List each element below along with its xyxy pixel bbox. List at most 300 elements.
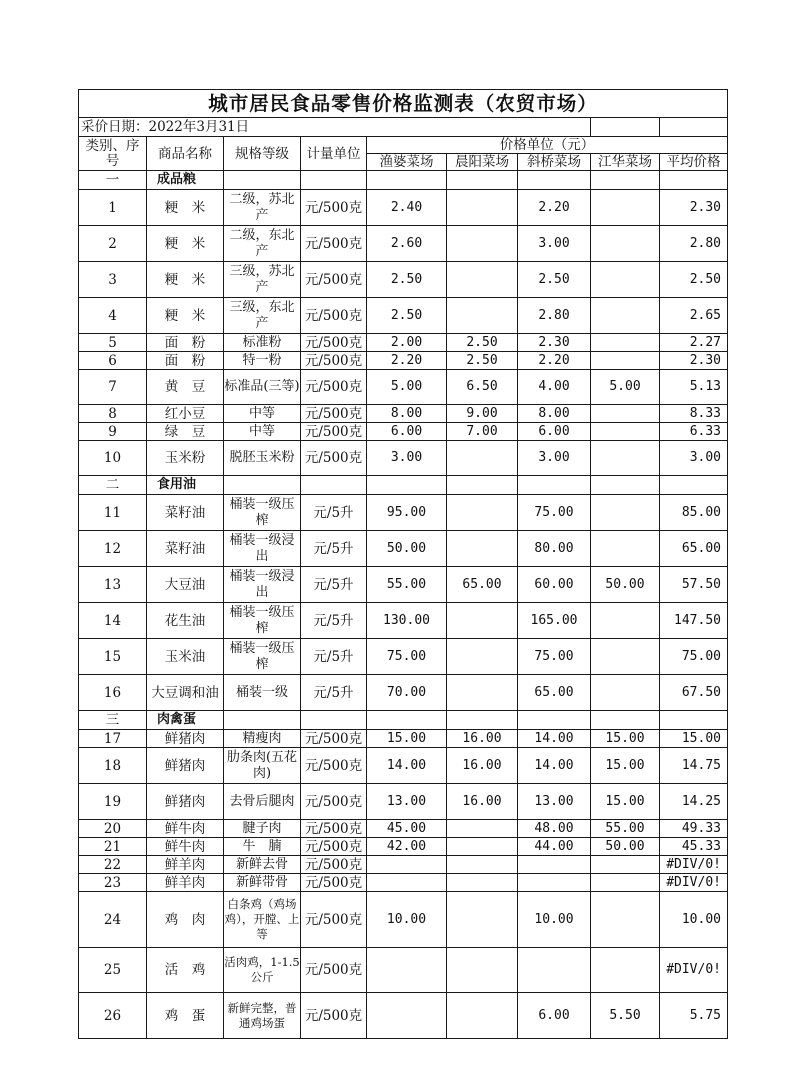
price-average: #DIV/0! bbox=[660, 948, 728, 993]
row-unit: 元/500克 bbox=[301, 784, 367, 820]
price-market-4 bbox=[591, 423, 660, 441]
price-market-1: 130.00 bbox=[367, 603, 447, 639]
row-spec: 脱胚玉米粉 bbox=[224, 441, 301, 476]
row-name: 绿 豆 bbox=[147, 423, 224, 441]
price-market-2 bbox=[447, 838, 518, 856]
price-market-4 bbox=[591, 639, 660, 675]
row-seq: 20 bbox=[79, 820, 147, 838]
row-name: 菜籽油 bbox=[147, 495, 224, 531]
row-seq: 2 bbox=[79, 226, 147, 262]
empty-cell bbox=[301, 171, 367, 190]
section-index: 二 bbox=[79, 476, 147, 495]
price-average: 57.50 bbox=[660, 567, 728, 603]
row-seq: 3 bbox=[79, 262, 147, 298]
price-monitoring-table bbox=[78, 89, 728, 1039]
row-seq: 7 bbox=[79, 370, 147, 405]
empty-cell bbox=[447, 711, 518, 730]
empty-cell bbox=[518, 711, 591, 730]
header-market-1: 渔婆菜场 bbox=[367, 154, 447, 171]
price-market-4 bbox=[591, 352, 660, 370]
row-name: 鲜猪肉 bbox=[147, 748, 224, 784]
price-market-2 bbox=[447, 531, 518, 567]
price-average: 8.33 bbox=[660, 405, 728, 423]
row-spec: 中等 bbox=[224, 405, 301, 423]
row-name: 鲜牛肉 bbox=[147, 838, 224, 856]
row-seq: 22 bbox=[79, 856, 147, 874]
price-market-1: 2.40 bbox=[367, 190, 447, 226]
row-seq: 4 bbox=[79, 298, 147, 334]
price-market-3: 8.00 bbox=[518, 405, 591, 423]
row-unit: 元/500克 bbox=[301, 993, 367, 1039]
section-row bbox=[79, 711, 728, 730]
price-market-2: 16.00 bbox=[447, 748, 518, 784]
row-spec: 标准品(三等) bbox=[224, 370, 301, 405]
table-row bbox=[79, 370, 728, 405]
price-average: 6.33 bbox=[660, 423, 728, 441]
price-market-4: 15.00 bbox=[591, 748, 660, 784]
header-price-unit: 价格单位（元） bbox=[367, 137, 728, 154]
row-seq: 26 bbox=[79, 993, 147, 1039]
price-market-4 bbox=[591, 298, 660, 334]
table-row bbox=[79, 948, 728, 993]
table-row bbox=[79, 190, 728, 226]
row-seq: 1 bbox=[79, 190, 147, 226]
price-market-3: 60.00 bbox=[518, 567, 591, 603]
empty-cell bbox=[301, 476, 367, 495]
row-seq: 8 bbox=[79, 405, 147, 423]
row-seq: 14 bbox=[79, 603, 147, 639]
header-spec: 规格等级 bbox=[224, 137, 301, 171]
row-seq: 12 bbox=[79, 531, 147, 567]
price-market-1 bbox=[367, 874, 447, 892]
row-name: 鲜猪肉 bbox=[147, 730, 224, 748]
row-name: 菜籽油 bbox=[147, 531, 224, 567]
row-spec: 牛 腩 bbox=[224, 838, 301, 856]
price-market-4 bbox=[591, 948, 660, 993]
row-unit: 元/500克 bbox=[301, 748, 367, 784]
row-unit: 元/500克 bbox=[301, 838, 367, 856]
price-market-1: 8.00 bbox=[367, 405, 447, 423]
price-market-4 bbox=[591, 856, 660, 874]
row-name: 黄 豆 bbox=[147, 370, 224, 405]
row-seq: 23 bbox=[79, 874, 147, 892]
price-market-2: 2.50 bbox=[447, 352, 518, 370]
price-market-3 bbox=[518, 948, 591, 993]
empty-cell bbox=[224, 711, 301, 730]
row-unit: 元/5升 bbox=[301, 567, 367, 603]
row-name: 粳 米 bbox=[147, 190, 224, 226]
row-spec: 活肉鸡，1-1.5公斤 bbox=[224, 948, 301, 993]
table-row bbox=[79, 892, 728, 948]
price-market-4: 5.00 bbox=[591, 370, 660, 405]
table-row bbox=[79, 603, 728, 639]
price-market-2 bbox=[447, 993, 518, 1039]
empty-cell bbox=[367, 711, 447, 730]
price-market-3: 2.30 bbox=[518, 334, 591, 352]
row-seq: 25 bbox=[79, 948, 147, 993]
table-row bbox=[79, 748, 728, 784]
price-market-4 bbox=[591, 226, 660, 262]
row-name: 玉米粉 bbox=[147, 441, 224, 476]
price-market-1 bbox=[367, 993, 447, 1039]
empty-cell bbox=[660, 711, 728, 730]
table-row bbox=[79, 405, 728, 423]
table-row bbox=[79, 531, 728, 567]
table-row bbox=[79, 784, 728, 820]
price-average: 10.00 bbox=[660, 892, 728, 948]
price-market-2 bbox=[447, 639, 518, 675]
row-unit: 元/500克 bbox=[301, 352, 367, 370]
price-market-2 bbox=[447, 603, 518, 639]
empty-cell bbox=[591, 711, 660, 730]
row-unit: 元/500克 bbox=[301, 298, 367, 334]
empty-cell bbox=[660, 118, 728, 137]
price-market-1: 2.60 bbox=[367, 226, 447, 262]
row-spec: 白条鸡（鸡场鸡），开膛、上等 bbox=[224, 892, 301, 948]
row-unit: 元/500克 bbox=[301, 892, 367, 948]
row-name: 红小豆 bbox=[147, 405, 224, 423]
table-row bbox=[79, 495, 728, 531]
table-row bbox=[79, 639, 728, 675]
price-market-4: 55.00 bbox=[591, 820, 660, 838]
header-name: 商品名称 bbox=[147, 137, 224, 171]
row-spec: 新鲜带骨 bbox=[224, 874, 301, 892]
empty-cell bbox=[367, 171, 447, 190]
table-row bbox=[79, 441, 728, 476]
price-average: 67.50 bbox=[660, 675, 728, 711]
empty-cell bbox=[447, 476, 518, 495]
price-market-3: 80.00 bbox=[518, 531, 591, 567]
row-name: 鲜猪肉 bbox=[147, 784, 224, 820]
table-row bbox=[79, 567, 728, 603]
price-average: 75.00 bbox=[660, 639, 728, 675]
price-market-1: 50.00 bbox=[367, 531, 447, 567]
price-average: 5.75 bbox=[660, 993, 728, 1039]
price-market-3: 6.00 bbox=[518, 423, 591, 441]
price-market-1: 2.50 bbox=[367, 298, 447, 334]
row-seq: 18 bbox=[79, 748, 147, 784]
price-date: 采价日期：2022年3月31日 bbox=[79, 118, 591, 137]
table-row bbox=[79, 730, 728, 748]
price-market-2: 9.00 bbox=[447, 405, 518, 423]
price-market-2 bbox=[447, 441, 518, 476]
row-name: 鲜羊肉 bbox=[147, 874, 224, 892]
row-name: 面 粉 bbox=[147, 334, 224, 352]
row-spec: 二级，东北产 bbox=[224, 226, 301, 262]
table-row bbox=[79, 820, 728, 838]
price-average: 2.30 bbox=[660, 352, 728, 370]
row-seq: 5 bbox=[79, 334, 147, 352]
price-market-2 bbox=[447, 856, 518, 874]
price-market-1: 13.00 bbox=[367, 784, 447, 820]
price-average: #DIV/0! bbox=[660, 874, 728, 892]
price-market-2 bbox=[447, 495, 518, 531]
price-market-4 bbox=[591, 531, 660, 567]
price-market-4 bbox=[591, 495, 660, 531]
row-spec: 桶装一级压榨 bbox=[224, 495, 301, 531]
price-market-3 bbox=[518, 856, 591, 874]
row-seq: 6 bbox=[79, 352, 147, 370]
header-market-3: 斜桥菜场 bbox=[518, 154, 591, 171]
price-market-4: 50.00 bbox=[591, 838, 660, 856]
row-name: 花生油 bbox=[147, 603, 224, 639]
price-average: 15.00 bbox=[660, 730, 728, 748]
empty-cell bbox=[301, 711, 367, 730]
table-row bbox=[79, 352, 728, 370]
row-spec: 二级，苏北产 bbox=[224, 190, 301, 226]
price-market-1: 6.00 bbox=[367, 423, 447, 441]
row-spec: 腱子肉 bbox=[224, 820, 301, 838]
price-market-1: 95.00 bbox=[367, 495, 447, 531]
row-unit: 元/500克 bbox=[301, 856, 367, 874]
price-market-3: 4.00 bbox=[518, 370, 591, 405]
section-label: 成品粮 bbox=[147, 171, 224, 190]
row-spec: 特一粉 bbox=[224, 352, 301, 370]
price-market-2: 16.00 bbox=[447, 730, 518, 748]
price-market-2 bbox=[447, 190, 518, 226]
price-average: 3.00 bbox=[660, 441, 728, 476]
price-market-2 bbox=[447, 820, 518, 838]
row-unit: 元/500克 bbox=[301, 820, 367, 838]
price-average: 45.33 bbox=[660, 838, 728, 856]
price-market-3: 14.00 bbox=[518, 730, 591, 748]
row-unit: 元/5升 bbox=[301, 531, 367, 567]
row-spec: 中等 bbox=[224, 423, 301, 441]
row-unit: 元/500克 bbox=[301, 405, 367, 423]
price-market-2: 16.00 bbox=[447, 784, 518, 820]
price-market-3: 48.00 bbox=[518, 820, 591, 838]
header-category-seq: 类别、序号 bbox=[79, 137, 147, 171]
row-spec: 精瘦肉 bbox=[224, 730, 301, 748]
row-spec: 标准粉 bbox=[224, 334, 301, 352]
price-market-4 bbox=[591, 675, 660, 711]
row-spec: 桶装一级浸出 bbox=[224, 567, 301, 603]
price-average: #DIV/0! bbox=[660, 856, 728, 874]
price-market-1: 75.00 bbox=[367, 639, 447, 675]
price-average: 2.80 bbox=[660, 226, 728, 262]
section-index: 一 bbox=[79, 171, 147, 190]
price-market-4 bbox=[591, 874, 660, 892]
row-unit: 元/500克 bbox=[301, 948, 367, 993]
price-market-3: 13.00 bbox=[518, 784, 591, 820]
price-market-1: 2.00 bbox=[367, 334, 447, 352]
table-row bbox=[79, 262, 728, 298]
price-market-1: 14.00 bbox=[367, 748, 447, 784]
price-market-4 bbox=[591, 262, 660, 298]
price-average: 14.25 bbox=[660, 784, 728, 820]
row-name: 粳 米 bbox=[147, 262, 224, 298]
row-unit: 元/5升 bbox=[301, 675, 367, 711]
price-market-3: 2.50 bbox=[518, 262, 591, 298]
price-market-4: 5.50 bbox=[591, 993, 660, 1039]
price-market-2: 6.50 bbox=[447, 370, 518, 405]
empty-cell bbox=[224, 476, 301, 495]
price-market-1: 55.00 bbox=[367, 567, 447, 603]
price-market-3: 3.00 bbox=[518, 226, 591, 262]
row-spec: 桶装一级压榨 bbox=[224, 603, 301, 639]
price-market-3: 10.00 bbox=[518, 892, 591, 948]
price-market-4: 15.00 bbox=[591, 730, 660, 748]
price-market-1: 45.00 bbox=[367, 820, 447, 838]
price-market-2 bbox=[447, 892, 518, 948]
row-unit: 元/5升 bbox=[301, 639, 367, 675]
row-unit: 元/500克 bbox=[301, 423, 367, 441]
row-spec: 肋条肉(五花肉) bbox=[224, 748, 301, 784]
price-market-2: 2.50 bbox=[447, 334, 518, 352]
row-spec: 桶装一级压榨 bbox=[224, 639, 301, 675]
price-market-3: 3.00 bbox=[518, 441, 591, 476]
price-average: 65.00 bbox=[660, 531, 728, 567]
price-market-2: 65.00 bbox=[447, 567, 518, 603]
price-market-1: 2.20 bbox=[367, 352, 447, 370]
header-market-2: 晨阳菜场 bbox=[447, 154, 518, 171]
price-average: 2.50 bbox=[660, 262, 728, 298]
table-row bbox=[79, 874, 728, 892]
price-market-3: 75.00 bbox=[518, 495, 591, 531]
row-name: 粳 米 bbox=[147, 226, 224, 262]
row-name: 粳 米 bbox=[147, 298, 224, 334]
row-seq: 13 bbox=[79, 567, 147, 603]
empty-cell bbox=[518, 476, 591, 495]
empty-cell bbox=[591, 118, 660, 137]
price-market-2 bbox=[447, 948, 518, 993]
table-row bbox=[79, 993, 728, 1039]
row-seq: 24 bbox=[79, 892, 147, 948]
price-average: 5.13 bbox=[660, 370, 728, 405]
price-market-4 bbox=[591, 441, 660, 476]
price-market-3: 44.00 bbox=[518, 838, 591, 856]
section-label: 肉禽蛋 bbox=[147, 711, 224, 730]
empty-cell bbox=[660, 171, 728, 190]
table-row bbox=[79, 334, 728, 352]
row-unit: 元/500克 bbox=[301, 334, 367, 352]
price-market-1: 5.00 bbox=[367, 370, 447, 405]
price-market-3: 165.00 bbox=[518, 603, 591, 639]
row-unit: 元/5升 bbox=[301, 603, 367, 639]
price-average: 85.00 bbox=[660, 495, 728, 531]
header-market-4: 江华菜场 bbox=[591, 154, 660, 171]
section-label: 食用油 bbox=[147, 476, 224, 495]
row-name: 玉米油 bbox=[147, 639, 224, 675]
row-seq: 15 bbox=[79, 639, 147, 675]
table-row bbox=[79, 226, 728, 262]
table-row bbox=[79, 298, 728, 334]
header-average: 平均价格 bbox=[660, 154, 728, 171]
price-market-2 bbox=[447, 226, 518, 262]
row-unit: 元/500克 bbox=[301, 730, 367, 748]
section-row bbox=[79, 476, 728, 495]
row-seq: 11 bbox=[79, 495, 147, 531]
section-row bbox=[79, 171, 728, 190]
price-market-3: 6.00 bbox=[518, 993, 591, 1039]
row-unit: 元/500克 bbox=[301, 441, 367, 476]
price-market-2 bbox=[447, 298, 518, 334]
row-name: 鸡 蛋 bbox=[147, 993, 224, 1039]
row-name: 活 鸡 bbox=[147, 948, 224, 993]
row-seq: 16 bbox=[79, 675, 147, 711]
row-unit: 元/500克 bbox=[301, 190, 367, 226]
row-seq: 10 bbox=[79, 441, 147, 476]
price-market-1: 10.00 bbox=[367, 892, 447, 948]
price-market-3: 2.20 bbox=[518, 352, 591, 370]
price-market-1: 70.00 bbox=[367, 675, 447, 711]
row-unit: 元/500克 bbox=[301, 874, 367, 892]
row-spec: 三级，苏北产 bbox=[224, 262, 301, 298]
row-unit: 元/500克 bbox=[301, 262, 367, 298]
price-market-4 bbox=[591, 603, 660, 639]
price-average: 2.30 bbox=[660, 190, 728, 226]
empty-cell bbox=[367, 476, 447, 495]
price-average: 49.33 bbox=[660, 820, 728, 838]
row-spec: 新鲜完整，普通鸡场蛋 bbox=[224, 993, 301, 1039]
price-market-3: 14.00 bbox=[518, 748, 591, 784]
section-index: 三 bbox=[79, 711, 147, 730]
price-market-1: 15.00 bbox=[367, 730, 447, 748]
price-market-1: 42.00 bbox=[367, 838, 447, 856]
row-name: 鸡 肉 bbox=[147, 892, 224, 948]
table-row bbox=[79, 856, 728, 874]
price-market-3: 2.80 bbox=[518, 298, 591, 334]
row-name: 面 粉 bbox=[147, 352, 224, 370]
price-market-2 bbox=[447, 262, 518, 298]
price-market-4: 50.00 bbox=[591, 567, 660, 603]
price-market-4 bbox=[591, 892, 660, 948]
row-spec: 桶装一级浸出 bbox=[224, 531, 301, 567]
row-seq: 21 bbox=[79, 838, 147, 856]
price-average: 147.50 bbox=[660, 603, 728, 639]
row-unit: 元/500克 bbox=[301, 370, 367, 405]
price-market-1: 3.00 bbox=[367, 441, 447, 476]
row-name: 鲜羊肉 bbox=[147, 856, 224, 874]
table-row bbox=[79, 675, 728, 711]
row-spec: 三级，东北产 bbox=[224, 298, 301, 334]
price-market-1 bbox=[367, 948, 447, 993]
row-seq: 17 bbox=[79, 730, 147, 748]
empty-cell bbox=[660, 476, 728, 495]
price-market-4 bbox=[591, 190, 660, 226]
row-spec: 新鲜去骨 bbox=[224, 856, 301, 874]
price-average: 2.65 bbox=[660, 298, 728, 334]
price-average: 2.27 bbox=[660, 334, 728, 352]
empty-cell bbox=[591, 476, 660, 495]
price-average: 14.75 bbox=[660, 748, 728, 784]
price-market-1 bbox=[367, 856, 447, 874]
table-title: 城市居民食品零售价格监测表（农贸市场） bbox=[79, 90, 728, 118]
table-row bbox=[79, 423, 728, 441]
price-market-2 bbox=[447, 874, 518, 892]
price-market-3: 2.20 bbox=[518, 190, 591, 226]
price-market-4 bbox=[591, 334, 660, 352]
price-market-2: 7.00 bbox=[447, 423, 518, 441]
empty-cell bbox=[224, 171, 301, 190]
row-name: 鲜牛肉 bbox=[147, 820, 224, 838]
empty-cell bbox=[591, 171, 660, 190]
row-spec: 去骨后腿肉 bbox=[224, 784, 301, 820]
price-market-1: 2.50 bbox=[367, 262, 447, 298]
row-seq: 19 bbox=[79, 784, 147, 820]
empty-cell bbox=[447, 171, 518, 190]
row-name: 大豆调和油 bbox=[147, 675, 224, 711]
row-name: 大豆油 bbox=[147, 567, 224, 603]
price-market-2 bbox=[447, 675, 518, 711]
row-unit: 元/5升 bbox=[301, 495, 367, 531]
header-unit: 计量单位 bbox=[301, 137, 367, 171]
row-spec: 桶装一级 bbox=[224, 675, 301, 711]
empty-cell bbox=[518, 171, 591, 190]
table-row bbox=[79, 838, 728, 856]
price-market-3: 75.00 bbox=[518, 639, 591, 675]
row-seq: 9 bbox=[79, 423, 147, 441]
